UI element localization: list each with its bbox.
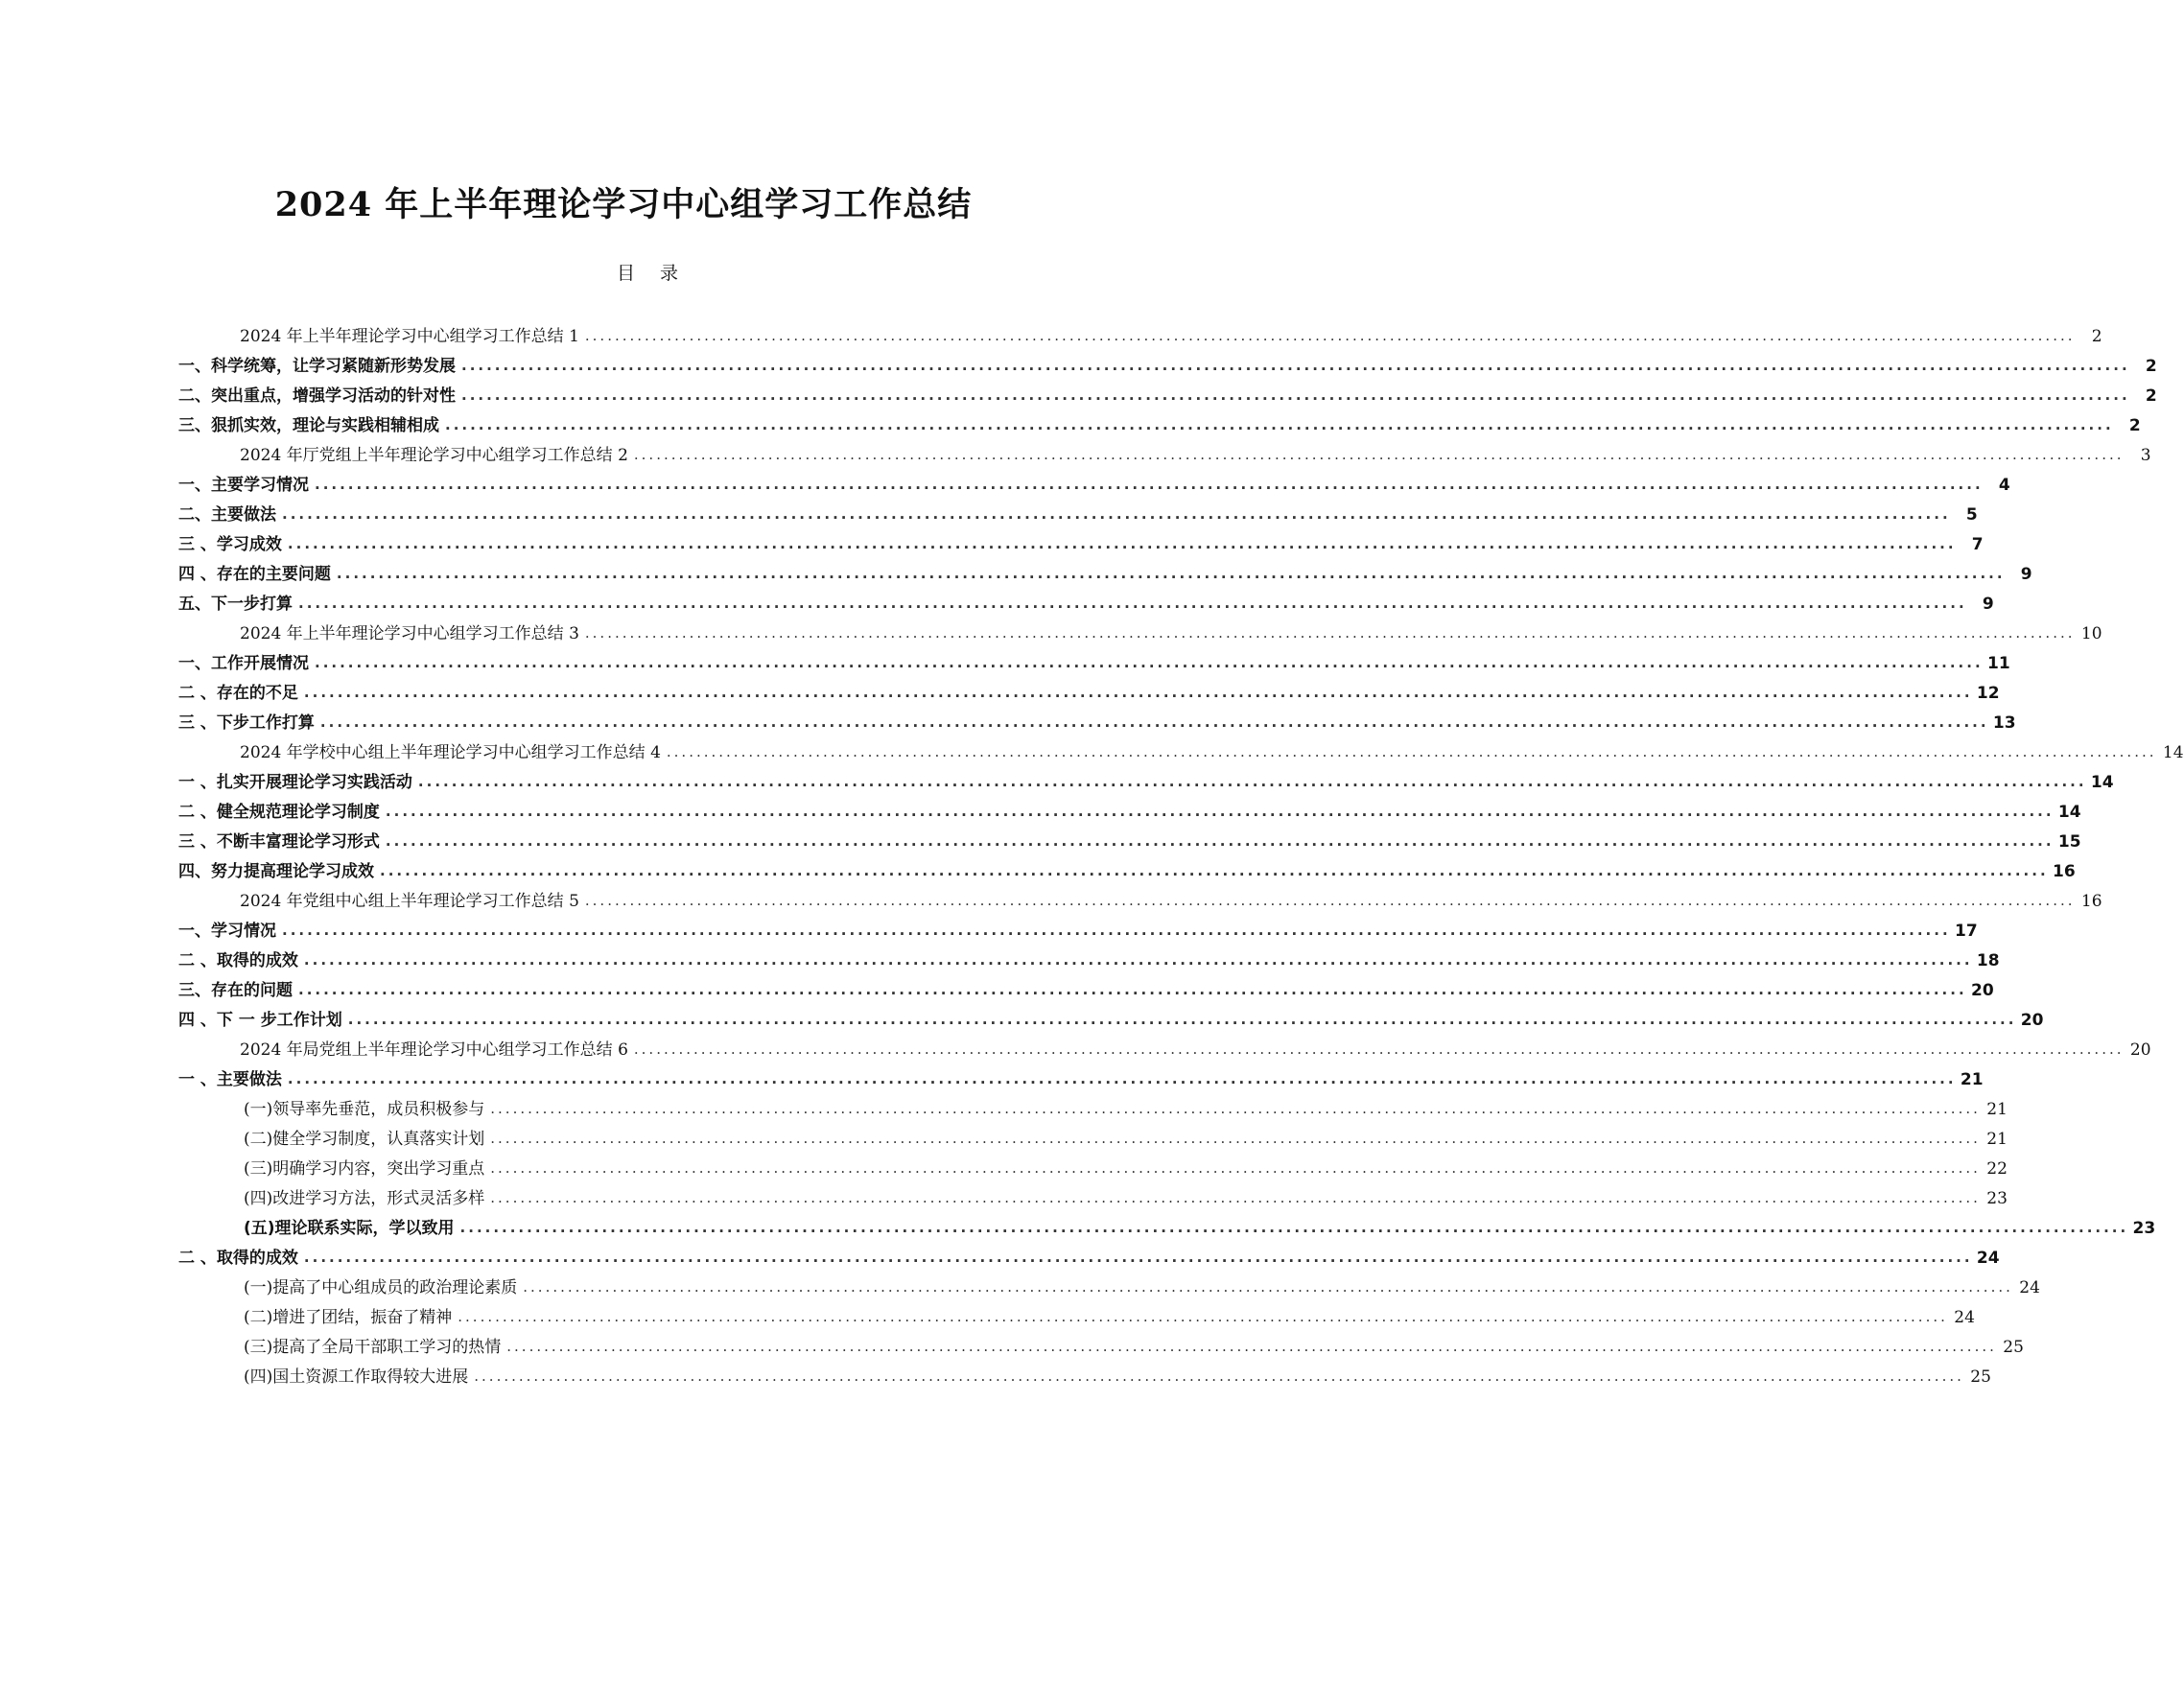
toc-entry-label: (一)提高了中心组成员的政治理论素质 (244, 1273, 523, 1297)
toc-entry-label: 二 、取得的成效 (178, 1244, 304, 1268)
toc-entry-page-number: 4 (1998, 476, 2010, 495)
toc-entry-page-number: 21 (1986, 1100, 2008, 1119)
toc-entry[interactable] (178, 852, 2076, 881)
toc-dot-leader: ........................................................................................................................................................................................................ (490, 1159, 1981, 1177)
toc-entry[interactable] (178, 733, 2184, 762)
toc-dot-leader: ........................................................................................................................................................................................................ (584, 327, 2076, 344)
toc-entry-page-number: 9 (1982, 595, 1994, 614)
toc-dot-leader: ........................................................................................................................................................................................................ (490, 1189, 1981, 1206)
toc-entry[interactable] (178, 881, 2102, 911)
toc-entry-label: 二 、取得的成效 (178, 946, 304, 970)
toc-entry[interactable] (178, 465, 2010, 495)
toc-entry-label: 2024 年党组中心组上半年理论学习工作总结 5 (240, 887, 585, 911)
toc-entry-page-number: 7 (1971, 535, 1984, 554)
toc-entry-label: 2024 年局党组上半年理论学习中心组学习工作总结 6 (240, 1036, 634, 1060)
toc-entry[interactable] (178, 673, 2000, 703)
toc-entry-label: 四 、下 一 步工作计划 (178, 1006, 348, 1030)
toc-entry-label: 四 、存在的主要问题 (178, 560, 337, 584)
toc-entry-page-number: 21 (1960, 1070, 1984, 1089)
toc-dot-leader: ........................................................................................................................................................................................................ (633, 1040, 2125, 1058)
toc-dot-leader: ........................................................................................................................................................................................................ (461, 386, 2130, 404)
toc-entry-label: 三 、不断丰富理论学习形式 (178, 828, 386, 852)
toc-entry-page-number: 24 (1976, 1249, 2000, 1268)
toc-entry[interactable] (178, 1268, 2040, 1297)
toc-dot-leader: ........................................................................................................................................................................................................ (336, 565, 2006, 582)
toc-dot-leader: ........................................................................................................................................................................................................ (319, 713, 1989, 731)
toc-dot-leader: ........................................................................................................................................................................................................ (506, 1338, 1997, 1355)
toc-entry-label: (二)健全学习制度，认真落实计划 (244, 1125, 490, 1149)
toc-entry-page-number: 25 (2003, 1338, 2024, 1357)
toc-entry-label: (四)改进学习方法，形式灵活多样 (244, 1184, 490, 1208)
toc-entry-page-number: 10 (2080, 624, 2102, 643)
toc-entry-page-number: 12 (1976, 684, 2000, 703)
toc-dot-leader: ........................................................................................................................................................................................................ (633, 446, 2125, 463)
toc-entry-label: (五)理论联系实际，学以致用 (244, 1214, 460, 1238)
toc-entry[interactable] (178, 762, 2114, 792)
toc-dot-leader: ........................................................................................................................................................................................................ (282, 505, 1951, 523)
toc-entry-page-number: 23 (1986, 1189, 2008, 1208)
toc-entry[interactable] (178, 1357, 1991, 1387)
toc-entry-page-number: 5 (1965, 505, 1978, 525)
toc-entry-label: 二 、健全规范理论学习制度 (178, 798, 386, 822)
toc-entry[interactable] (178, 435, 2151, 465)
toc-entry[interactable] (178, 554, 2032, 584)
toc-dot-leader: ........................................................................................................................................................................................................ (584, 624, 2076, 642)
toc-entry[interactable] (178, 584, 1994, 614)
toc-entry-label: 四、努力提高理论学习成效 (178, 857, 380, 881)
toc-entry[interactable] (178, 703, 2016, 733)
toc-dot-leader: ........................................................................................................................................................................................................ (298, 981, 1967, 998)
toc-dot-leader: ........................................................................................................................................................................................................ (298, 595, 1967, 612)
toc-dot-leader: ........................................................................................................................................................................................................ (459, 1219, 2129, 1236)
toc-entry-page-number: 14 (2057, 803, 2081, 822)
toc-entry-label: 五、下一步打算 (178, 590, 298, 614)
toc-dot-leader: ........................................................................................................................................................................................................ (490, 1100, 1981, 1117)
toc-entry-label: (一)领导率先垂范，成员积极参与 (244, 1095, 490, 1119)
toc-entry-page-number: 21 (1986, 1130, 2008, 1149)
toc-dot-leader: ........................................................................................................................................................................................................ (287, 535, 1957, 552)
toc-entry-label: 一、学习情况 (178, 917, 282, 941)
toc-entry-label: 二、突出重点，增强学习活动的针对性 (178, 382, 461, 406)
toc-entry-label: 一 、扎实开展理论学习实践活动 (178, 768, 418, 792)
toc-entry[interactable] (178, 941, 2000, 970)
toc-entry-page-number: 24 (1954, 1308, 1975, 1327)
toc-entry[interactable] (178, 1208, 2156, 1238)
toc-entry[interactable] (178, 1119, 2008, 1149)
toc-entry-page-number: 18 (1976, 951, 2000, 970)
toc-entry-label: 三 、下步工作打算 (178, 709, 320, 733)
toc-entry[interactable] (178, 1089, 2008, 1119)
toc-entry-page-number: 2 (2145, 386, 2157, 406)
toc-dot-leader: ........................................................................................................................................................................................................ (461, 357, 2130, 374)
toc-dot-leader: ........................................................................................................................................................................................................ (315, 654, 1984, 671)
toc-heading: 目 录 (616, 263, 689, 284)
toc-entry-page-number: 23 (2132, 1219, 2156, 1238)
toc-entry[interactable] (178, 376, 2157, 406)
toc-entry-page-number: 2 (2091, 327, 2102, 346)
toc-entry-page-number: 25 (1970, 1367, 1991, 1387)
toc-entry-page-number: 22 (1986, 1159, 2008, 1179)
toc-entry[interactable] (178, 822, 2081, 852)
toc-entry-page-number: 14 (2162, 743, 2184, 762)
toc-entry[interactable] (178, 495, 1978, 525)
toc-dot-leader: ........................................................................................................................................................................................................ (287, 1070, 1957, 1087)
toc-entry-page-number: 3 (2140, 446, 2151, 465)
toc-dot-leader: ........................................................................................................................................................................................................ (380, 862, 2049, 879)
toc-dot-leader: ........................................................................................................................................................................................................ (523, 1278, 2013, 1296)
toc-entry-label: (四)国土资源工作取得较大进展 (244, 1363, 474, 1387)
toc-entry[interactable] (178, 346, 2157, 376)
toc-dot-leader: ........................................................................................................................................................................................................ (347, 1011, 2017, 1028)
toc-entry[interactable] (178, 614, 2102, 643)
toc-entry-label: (三)明确学习内容，突出学习重点 (244, 1155, 490, 1179)
table-of-contents (178, 316, 2184, 1387)
toc-entry[interactable] (178, 1030, 2151, 1060)
toc-entry[interactable] (178, 406, 2141, 435)
toc-entry-label: 三、存在的问题 (178, 976, 298, 1000)
toc-dot-leader: ........................................................................................................................................................................................................ (315, 476, 1984, 493)
toc-entry[interactable] (178, 970, 1994, 1000)
toc-entry-page-number: 11 (1986, 654, 2010, 673)
toc-entry-label: 2024 年上半年理论学习中心组学习工作总结 1 (240, 322, 585, 346)
toc-entry-page-number: 20 (1970, 981, 1994, 1000)
toc-entry-label: 一 、主要做法 (178, 1065, 288, 1089)
toc-entry-page-number: 20 (2020, 1011, 2044, 1030)
toc-entry[interactable] (178, 525, 1984, 554)
toc-entry-label: (二)增进了团结，振奋了精神 (244, 1303, 458, 1327)
toc-entry-page-number: 20 (2129, 1040, 2151, 1060)
toc-entry-label: 2024 年厅党组上半年理论学习中心组学习工作总结 2 (240, 441, 634, 465)
toc-entry[interactable] (178, 1179, 2008, 1208)
toc-dot-leader: ........................................................................................................................................................................................................ (474, 1367, 1964, 1385)
toc-entry-label: 三、狠抓实效，理论与实践相辅相成 (178, 411, 445, 435)
toc-entry-page-number: 16 (2052, 862, 2076, 881)
toc-dot-leader: ........................................................................................................................................................................................................ (303, 684, 1973, 701)
toc-entry-label: 二、主要做法 (178, 501, 282, 525)
toc-entry-page-number: 14 (2090, 773, 2114, 792)
toc-entry-label: 二 、存在的不足 (178, 679, 304, 703)
toc-dot-leader: ........................................................................................................................................................................................................ (417, 773, 2087, 790)
toc-entry-page-number: 16 (2080, 892, 2102, 911)
toc-entry-label: 三 、学习成效 (178, 530, 288, 554)
toc-entry[interactable] (178, 1327, 2024, 1357)
document-title: 2024 年上半年理论学习中心组学习工作总结 (274, 185, 973, 224)
toc-entry[interactable] (178, 1000, 2044, 1030)
toc-entry[interactable] (178, 1149, 2008, 1179)
toc-dot-leader: ........................................................................................................................................................................................................ (303, 951, 1973, 969)
toc-dot-leader: ........................................................................................................................................................................................................ (385, 803, 2055, 820)
toc-entry-label: 2024 年学校中心组上半年理论学习中心组学习工作总结 4 (240, 738, 667, 762)
toc-dot-leader: ........................................................................................................................................................................................................ (666, 743, 2157, 760)
toc-entry-page-number: 13 (1992, 713, 2016, 733)
toc-entry-page-number: 15 (2057, 832, 2081, 852)
toc-entry[interactable] (178, 1060, 1984, 1089)
toc-dot-leader: ........................................................................................................................................................................................................ (303, 1249, 1973, 1266)
toc-entry[interactable] (178, 316, 2102, 346)
toc-entry-page-number: 2 (2128, 416, 2141, 435)
toc-dot-leader: ........................................................................................................................................................................................................ (282, 922, 1951, 939)
toc-dot-leader: ........................................................................................................................................................................................................ (385, 832, 2055, 850)
toc-entry-page-number: 17 (1954, 922, 1978, 941)
toc-entry-label: 一、主要学习情况 (178, 471, 315, 495)
toc-entry[interactable] (178, 1297, 1975, 1327)
toc-entry-label: 一、科学统筹，让学习紧随新形势发展 (178, 352, 461, 376)
toc-entry[interactable] (178, 792, 2081, 822)
toc-dot-leader: ........................................................................................................................................................................................................ (445, 416, 2114, 433)
toc-entry[interactable] (178, 643, 2010, 673)
toc-entry-page-number: 2 (2145, 357, 2157, 376)
toc-dot-leader: ........................................................................................................................................................................................................ (490, 1130, 1981, 1147)
toc-dot-leader: ........................................................................................................................................................................................................ (458, 1308, 1948, 1325)
toc-dot-leader: ........................................................................................................................................................................................................ (584, 892, 2076, 909)
toc-entry-label: 一、工作开展情况 (178, 649, 315, 673)
toc-entry[interactable] (178, 911, 1978, 941)
toc-entry[interactable] (178, 1238, 2000, 1268)
toc-entry-page-number: 24 (2019, 1278, 2040, 1297)
toc-entry-page-number: 9 (2020, 565, 2032, 584)
toc-entry-label: 2024 年上半年理论学习中心组学习工作总结 3 (240, 619, 585, 643)
toc-entry-label: (三)提高了全局干部职工学习的热情 (244, 1333, 506, 1357)
